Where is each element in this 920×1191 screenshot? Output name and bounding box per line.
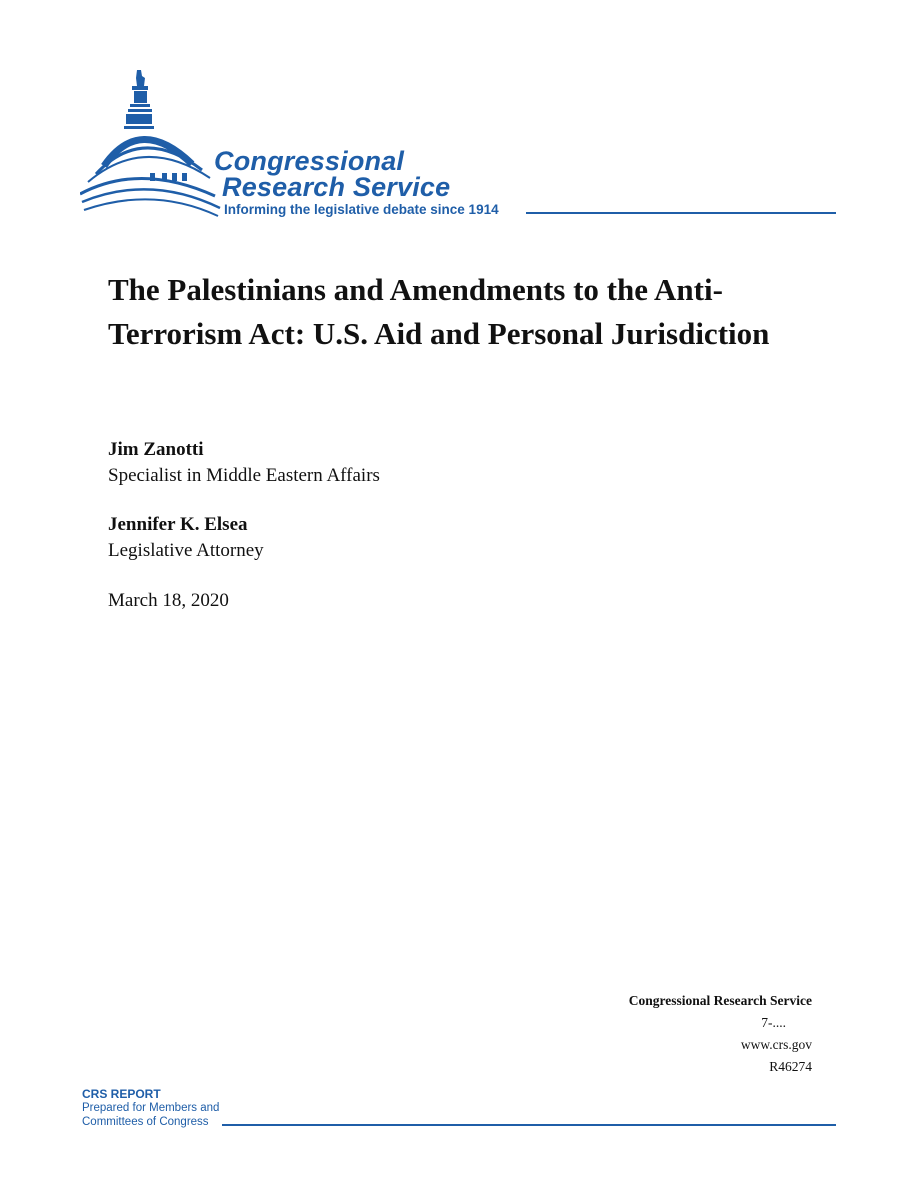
crs-code: 7-.... <box>761 1015 786 1030</box>
author-2 <box>108 512 264 564</box>
author-role: Legislative Attorney <box>108 540 264 561</box>
author-1 <box>108 437 380 489</box>
crs-url[interactable]: www.crs.gov <box>740 1037 812 1052</box>
crs-report-label-block <box>82 1087 219 1129</box>
report-date: March 18, 2020 <box>108 590 229 611</box>
crs-org-name: Congressional Research Service <box>628 993 812 1008</box>
prepared-line-2: Committees of Congress <box>82 1116 209 1128</box>
author-name: Jennifer K. Elsea <box>108 514 248 535</box>
prepared-line-1: Prepared for Members and <box>82 1102 220 1114</box>
crs-logo <box>80 66 840 226</box>
tagline: Informing the legislative debate since 1914 <box>224 202 499 217</box>
header-rule <box>526 212 836 214</box>
footer-rule <box>222 1124 836 1126</box>
crs-report-label: CRS REPORT <box>82 1087 161 1101</box>
author-name: Jim Zanotti <box>108 439 204 460</box>
crs-info-block <box>512 990 812 1078</box>
brand-line-2: Research Service <box>222 172 451 202</box>
capitol-dome-icon <box>80 66 225 221</box>
author-role: Specialist in Middle Eastern Affairs <box>108 465 380 486</box>
brand-line-1: Congressional <box>214 146 405 176</box>
report-number: R46274 <box>769 1059 812 1074</box>
report-title: The Palestinians and Amendments to the Anti-Terrorism Act: U.S. Aid and Personal Jurisdiction <box>108 272 770 351</box>
